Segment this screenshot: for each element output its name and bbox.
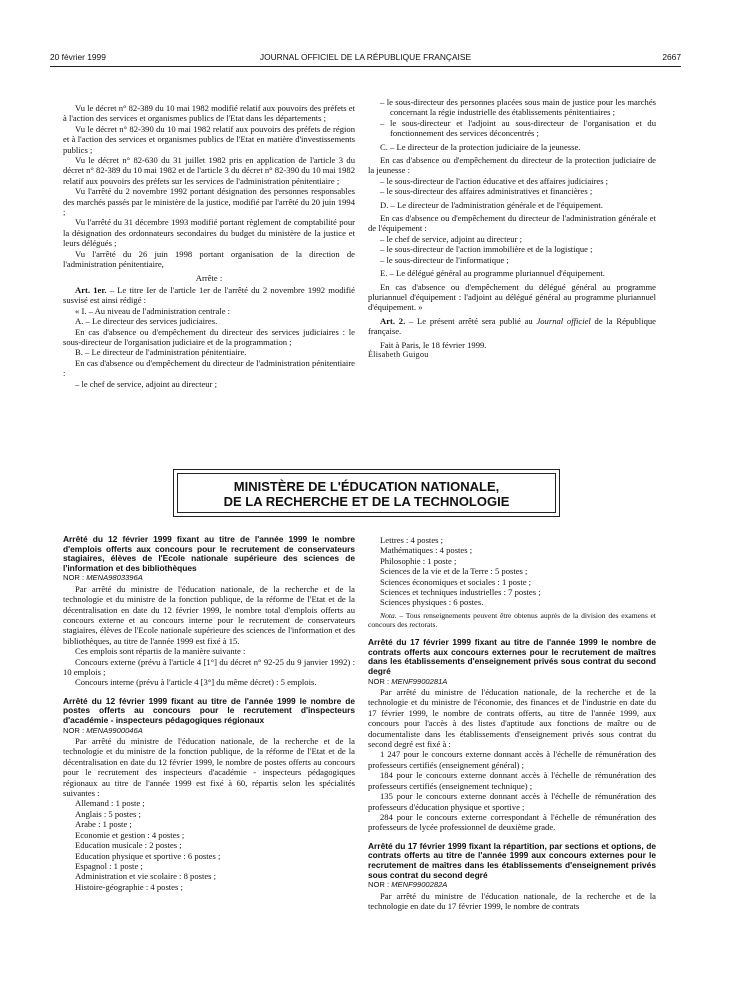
arrete-3-item-4: 284 pour le concours externe correspondant à l'échelle de rémunération des professeurs de lycée professionnel de deuxième grade. [368, 811, 656, 833]
arrete-4-nor [368, 880, 656, 890]
article-2 [368, 316, 656, 337]
c-item-2: – le sous-directeur des affaires administratives et financières ; [380, 186, 593, 197]
list-item: Sciences et techniques industrielles : 7 postes ; [380, 587, 541, 598]
arrete-3-nor [368, 677, 656, 687]
arrete-3-nor-code: MENF9900281A [391, 676, 448, 686]
arrete-1-nor-code: MENA9803396A [86, 573, 143, 583]
visa-1: Vu le décret n° 82-389 du 10 mai 1982 modifié relatif aux pouvoirs des préfets et à l'action des services et organismes publics de l'Etat dans les départements ; [63, 103, 355, 124]
arrete-1-nor [63, 573, 355, 583]
list-item: Mathématiques : 4 postes ; [380, 545, 473, 556]
arrete-3-item-1: 1 247 pour le concours externe donnant accès à l'échelle de rémunération des professeurs certifiés (enseignement général) ; [368, 749, 656, 770]
d-item-1: – le chef de service, adjoint au directeur ; [380, 233, 522, 244]
section-e: E. – Le délégué général au programme pluriannuel d'équipement. [380, 268, 605, 279]
signature: Élisabeth Guigou [368, 349, 429, 359]
arrete-4-nor-code: MENF9900282A [391, 880, 448, 890]
article-2-label: Art. 2. [380, 315, 406, 326]
list-item: Sciences économiques et sociales : 1 poste ; [380, 576, 532, 587]
b-item-3: – le sous-directeur et l'adjoint au sous-directeur de l'organisation et du fonctionnement des services déconcentrés ; [380, 117, 656, 139]
arrete-1-interne: Concours interne (prévu à l'article 4 [3°] du même décret) : 5 emplois. [75, 677, 317, 688]
left-column-top [63, 103, 355, 389]
section-b-absence: En cas d'absence ou d'empêchement du directeur de l'administration pénitentiaire : [63, 357, 355, 379]
arrete-1-repartition: Ces emplois sont répartis de la manière suivante : [75, 646, 246, 657]
article-1-label: Art. 1er. [75, 284, 107, 295]
right-column-bottom [368, 535, 656, 911]
article-1-text: – Le titre Ier de l'article 1er de l'arrêté du 2 novembre 1992 modifié susvisé est ainsi rédigé : [63, 284, 355, 306]
list-item: Lettres : 4 postes ; [380, 535, 444, 545]
ministry-line-1: MINISTÈRE DE L'ÉDUCATION NATIONALE, [233, 479, 500, 494]
speciality-list-left [63, 798, 355, 892]
arrete-3-item-3: 135 pour le concours externe donnant accès à l'échelle de rémunération des professeurs d'éducation physique et sportive ; [368, 791, 656, 812]
header-journal-title: JOURNAL OFFICIEL DE LA RÉPUBLIQUE FRANÇAISE [259, 52, 472, 62]
visa-4: Vu l'arrêté du 2 novembre 1992 portant désignation des personnes responsables des marchés passés par le ministère de la justice, modifié par l'arrêté du 20 juin 1994 ; [63, 186, 355, 218]
arrete-1-nor-label: NOR : [63, 573, 85, 583]
arrete-4-text: Par arrêté du ministre de l'éducation nationale, de la recherche et de la technologie en date du 17 février 1999, le nombre de contrats [368, 890, 656, 911]
article-2-pre: – Le présent arrêté sera publié au [409, 315, 537, 326]
arrete-3-text: Par arrêté du ministre de l'éducation nationale, de la recherche et de la technologie et du ministre de l'économie, des finances et de l'industrie en date du 17 février 1999, le nombre de contrats offerts, au titre de l'année 1999, aux concours pour l'accès à des listes d'aptitude aux fonctions de maître ou de documentaliste dans les établissements d'enseignement privés sous contrat du second degré est fixé à : [368, 687, 656, 750]
nota-label: Nota. [380, 610, 397, 620]
section-c-absence: En cas d'absence ou d'empêchement du directeur de la protection judiciaire de la jeunesse : [368, 155, 656, 176]
section-a: A. – Le directeur des services judiciaires. [75, 316, 218, 327]
section-b: B. – Le directeur de l'administration pénitentiaire. [75, 347, 247, 358]
list-item: Histoire-géographie : 4 postes ; [75, 881, 183, 892]
c-item-1: – le sous-directeur de l'action éducative et des affaires judiciaires ; [380, 175, 609, 186]
header-page-number: 2667 [662, 52, 681, 62]
list-item: Education physique et sportive : 6 postes ; [75, 850, 221, 861]
ministry-line-2: DE LA RECHERCHE ET DE LA TECHNOLOGIE [223, 494, 510, 509]
visa-2: Vu le décret n° 82-390 du 10 mai 1982 relatif aux pouvoirs des préfets de région et à l'action des services et organismes publics de l'Etat en matière d'investissements publics ; [63, 123, 355, 155]
arrete-3-item-2: 184 pour le concours externe donnant accès à l'échelle de rémunération des professeurs certifiés (enseignement technique) ; [368, 770, 656, 791]
arrete-1-externe: Concours externe (prévu à l'article 4 [1°] du décret n° 92-25 du 9 janvier 1992) : 10 emplois ; [63, 656, 355, 678]
section-a-absence: En cas d'absence ou d'empêchement du directeur des services judiciaires : le sous-directeur de l'organisation judiciaire et de la programmation ; [63, 326, 355, 347]
nota-text: – Tous renseignements peuvent être obtenus auprès de la division des examens et concours des rectorats. [368, 610, 656, 630]
arrete-2-nor-code: MENA9900046A [86, 725, 143, 735]
list-item: Arabe : 1 poste ; [75, 819, 132, 830]
nota [368, 611, 656, 629]
section-e-absence: En cas d'absence ou d'empêchement du délégué général au programme pluriannuel d'équipement : l'adjoint au délégué général au programme pluriannuel d'équipement. » [368, 281, 656, 313]
arrete-1-title: Arrêté du 12 février 1999 fixant au titre de l'année 1999 le nombre d'emplois offerts aux concours pour le recrutement de conservateurs stagiaires, élèves de l'Ecole nationale supérieure des sciences de l'information et des bibliothèques [63, 534, 355, 573]
b-item-2: – le sous-directeur des personnes placées sous main de justice pour les marchés concernant la régie industrielle des établissements pénitentiaires ; [380, 97, 656, 118]
section-d: D. – Le directeur de l'administration générale et de l'équipement. [380, 199, 603, 210]
d-item-2: – le sous-directeur de l'action immobilière et de la logistique ; [380, 244, 593, 255]
list-item: Sciences de la vie et de la Terre : 5 postes ; [380, 566, 528, 577]
arrete-4-title: Arrêté du 17 février 1999 fixant la répartition, par sections et options, de contrats offerts au titre de l'année 1999 aux concours externes pour le recrutement de maîtres dans les établissements d'enseignement privés sous contrat du second degré [368, 840, 656, 880]
page-header [50, 50, 681, 66]
header-rule [50, 66, 681, 67]
arrete-2-nor [63, 726, 355, 736]
arrete-label: Arrête : [195, 272, 223, 283]
speciality-list-right [368, 535, 656, 608]
header-date: 20 février 1999 [50, 52, 106, 62]
list-item: Espagnol : 1 poste ; [75, 860, 143, 871]
left-column-bottom [63, 535, 355, 892]
right-column-top [368, 97, 656, 360]
list-item: Economie et gestion : 4 postes ; [75, 829, 185, 840]
list-item: Education musicale : 2 postes ; [75, 840, 182, 851]
article-2-journal: Journal officiel [536, 315, 591, 326]
d-item-3: – le sous-directeur de l'informatique ; [380, 254, 509, 265]
section-i: « I. – Au niveau de l'administration centrale : [75, 305, 230, 316]
section-b-item-1: – le chef de service, adjoint au directeur ; [75, 378, 217, 389]
visa-5: Vu l'arrêté du 31 décembre 1993 modifié portant règlement de comptabilité pour la désignation des ordonnateurs secondaires du budget du ministère de la justice et leurs délégués ; [63, 217, 355, 249]
arrete-4-nor-label: NOR : [368, 880, 390, 890]
list-item: Allemand : 1 poste ; [75, 798, 145, 809]
arrete-3-nor-label: NOR : [368, 676, 390, 686]
article-1 [63, 285, 355, 306]
section-c: C. – Le directeur de la protection judiciaire de la jeunesse. [380, 141, 581, 152]
list-item: Sciences physiques : 6 postes. [380, 597, 484, 608]
list-item: Philosophie : 1 poste ; [380, 555, 457, 566]
arrete-2-title: Arrêté du 12 février 1999 fixant au titre de l'année 1999 le nombre de postes offerts au concours pour le recrutement d'inspecteurs d'académie - inspecteurs pédagogiques régionaux [63, 695, 355, 726]
list-item: Anglais : 5 postes ; [75, 808, 141, 819]
arrete-3-title: Arrêté du 17 février 1999 fixant au titre de l'année 1999 le nombre de contrats offerts aux concours externes pour le recrutement de maîtres dans les établissements d'enseignement privés sous contrat du second degré [368, 637, 656, 677]
arrete-2-nor-label: NOR : [63, 725, 85, 735]
list-item: Administration et vie scolaire : 8 postes ; [75, 871, 217, 882]
arrete-1-text: Par arrêté du ministre de l'éducation nationale, de la recherche et de la technologie et du ministre de la fonction publique, de la réforme de l'Etat et de la décentralisation en date du 12 février 1999, le nombre total d'emplois offerts au concours externe et au concours interne pour le recrutement de conservateurs stagiaires, élèves de l'Ecole nationale supérieure des sciences de l'information et des bibliothèques, au titre de l'année 1999 est fixé à 15. [63, 583, 355, 646]
visa-3: Vu le décret n° 82-630 du 31 juillet 1982 pris en application de l'article 3 du décret n° 82-389 du 10 mai 1982 et de l'article 3 du décret n° 82-390 du 10 mai 1982 relatif aux pouvoirs des préfets sur les services de l'administration pénitentiaire ; [63, 155, 355, 186]
arrete-2-text: Par arrêté du ministre de l'éducation nationale, de la recherche et de la technologie et du ministre de la fonction publique, de la réforme de l'Etat et de la décentralisation en date du 12 février 1999, le nombre de postes offerts au concours pour le recrutement des inspecteurs d'académie - inspecteurs pédagogiques régionaux au titre de l'année 1999 est fixé à 60, répartis selon les spécialités suivantes : [63, 736, 355, 799]
ministry-heading-box [173, 469, 560, 517]
visa-6: Vu l'arrêté du 26 juin 1998 portant organisation de la direction de l'administration pénitentiaire, [63, 248, 355, 270]
fait-a-paris: Fait à Paris, le 18 février 1999. [380, 339, 487, 350]
article-2-post: de la République française. [368, 315, 656, 337]
section-d-absence: En cas d'absence ou d'empêchement du directeur de l'administration générale et de l'équipement : [368, 213, 656, 234]
